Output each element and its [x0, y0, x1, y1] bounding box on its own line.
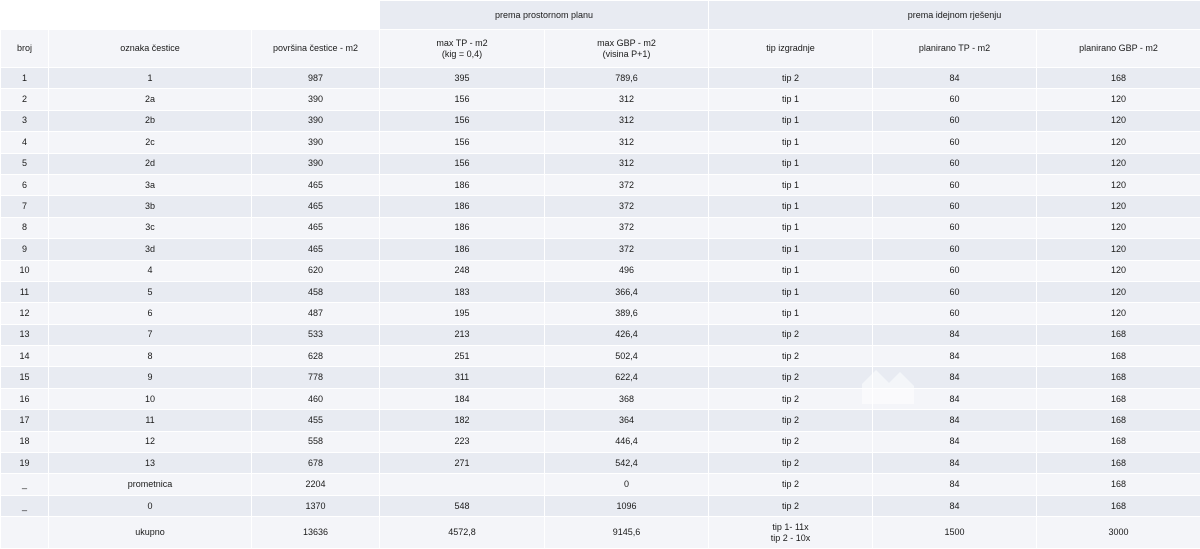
cell-tip: tip 2	[709, 410, 873, 431]
table-row	[1, 239, 1200, 260]
cell-max-tp: 223	[380, 431, 545, 452]
cell-oznaka: 1	[49, 68, 252, 89]
cell-tip: tip 2	[709, 431, 873, 452]
cell-plan-tp: 84	[873, 367, 1037, 388]
cell-max-gbp: 364	[545, 410, 709, 431]
header-broj: broj	[1, 30, 49, 68]
cell-oznaka: 3c	[49, 217, 252, 238]
cell-broj: 17	[1, 410, 49, 431]
cell-povrsina: 533	[252, 324, 380, 345]
cell-povrsina: 1370	[252, 495, 380, 516]
cell-max-gbp: 389,6	[545, 303, 709, 324]
cell-tip: tip 2	[709, 474, 873, 495]
cell-tip: tip 1	[709, 281, 873, 302]
cell-oznaka: 13	[49, 453, 252, 474]
cell-broj: 1	[1, 68, 49, 89]
cell-max-tp: 186	[380, 217, 545, 238]
cell-tip: tip 2	[709, 453, 873, 474]
cell-broj: 10	[1, 260, 49, 281]
cell-povrsina: 778	[252, 367, 380, 388]
cell-oznaka: 7	[49, 324, 252, 345]
table-row	[1, 260, 1200, 281]
table-row	[1, 346, 1200, 367]
table-row	[1, 196, 1200, 217]
total-row	[1, 517, 1200, 549]
table-row	[1, 281, 1200, 302]
cell-tip: tip 2	[709, 388, 873, 409]
cell-oznaka: 10	[49, 388, 252, 409]
cell-povrsina: 458	[252, 281, 380, 302]
cell-plan-gbp: 168	[1037, 367, 1200, 388]
table-row	[1, 388, 1200, 409]
cell-povrsina: 465	[252, 174, 380, 195]
cell-povrsina: 678	[252, 453, 380, 474]
cell-plan-tp: 60	[873, 132, 1037, 153]
cell-plan-gbp: 120	[1037, 303, 1200, 324]
cell-max-tp: 156	[380, 110, 545, 131]
cell-povrsina: 465	[252, 196, 380, 217]
cell-povrsina: 465	[252, 217, 380, 238]
cell-plan-gbp: 168	[1037, 453, 1200, 474]
cell-oznaka: 11	[49, 410, 252, 431]
cell-broj: 13	[1, 324, 49, 345]
cell-plan-tp: 60	[873, 196, 1037, 217]
cell-max-gbp: 366,4	[545, 281, 709, 302]
cell-tip: tip 1	[709, 153, 873, 174]
cell-oznaka: 2b	[49, 110, 252, 131]
cell-max-tp: 156	[380, 153, 545, 174]
table-row	[1, 453, 1200, 474]
cell-plan-gbp: 120	[1037, 132, 1200, 153]
total-cell-tip	[709, 517, 873, 549]
cell-broj: 14	[1, 346, 49, 367]
cell-tip: tip 1	[709, 132, 873, 153]
cell-oznaka: 3d	[49, 239, 252, 260]
cell-max-gbp: 502,4	[545, 346, 709, 367]
cell-tip: tip 2	[709, 367, 873, 388]
cell-plan-gbp: 120	[1037, 89, 1200, 110]
cell-plan-gbp: 168	[1037, 388, 1200, 409]
cell-tip: tip 1	[709, 89, 873, 110]
header-max-gbp	[545, 30, 709, 68]
cell-plan-tp: 60	[873, 260, 1037, 281]
cell-plan-gbp: 168	[1037, 68, 1200, 89]
cell-max-gbp: 1096	[545, 495, 709, 516]
cell-broj: 15	[1, 367, 49, 388]
cell-max-gbp: 0	[545, 474, 709, 495]
cell-plan-tp: 84	[873, 495, 1037, 516]
cell-max-gbp: 496	[545, 260, 709, 281]
cell-plan-gbp: 120	[1037, 110, 1200, 131]
cell-plan-gbp: 120	[1037, 281, 1200, 302]
cell-broj: 19	[1, 453, 49, 474]
cell-max-tp: 183	[380, 281, 545, 302]
cell-broj: 5	[1, 153, 49, 174]
cell-povrsina: 460	[252, 388, 380, 409]
cell-tip: tip 2	[709, 346, 873, 367]
cell-oznaka: 4	[49, 260, 252, 281]
cell-broj: 12	[1, 303, 49, 324]
cell-max-tp: 195	[380, 303, 545, 324]
cell-povrsina: 390	[252, 153, 380, 174]
header-tip: tip izgradnje	[709, 30, 873, 68]
cell-plan-gbp: 168	[1037, 324, 1200, 345]
cell-plan-gbp: 120	[1037, 153, 1200, 174]
cell-povrsina: 2204	[252, 474, 380, 495]
header-max-gbp-line1: max GBP - m2	[597, 37, 656, 48]
header-max-gbp-line2: (visina P+1)	[602, 48, 651, 59]
cell-plan-gbp: 168	[1037, 410, 1200, 431]
cell-oznaka: 12	[49, 431, 252, 452]
cell-oznaka: 9	[49, 367, 252, 388]
cell-plan-gbp: 120	[1037, 174, 1200, 195]
cell-max-tp: 251	[380, 346, 545, 367]
table-row	[1, 303, 1200, 324]
header-max-tp	[380, 30, 545, 68]
total-cell-plan-tp: 1500	[873, 517, 1037, 549]
cell-max-tp: 213	[380, 324, 545, 345]
total-cell-oznaka: ukupno	[49, 517, 252, 549]
cell-max-gbp: 789,6	[545, 68, 709, 89]
cell-plan-tp: 84	[873, 388, 1037, 409]
cell-max-gbp: 542,4	[545, 453, 709, 474]
total-cell-broj	[1, 517, 49, 549]
total-cell-max-gbp: 9145,6	[545, 517, 709, 549]
cell-broj: 8	[1, 217, 49, 238]
cell-max-gbp: 312	[545, 153, 709, 174]
cell-max-tp: 248	[380, 260, 545, 281]
table-row	[1, 474, 1200, 495]
cell-max-gbp: 372	[545, 217, 709, 238]
cell-plan-tp: 60	[873, 239, 1037, 260]
cell-max-tp: 311	[380, 367, 545, 388]
cell-plan-gbp: 168	[1037, 474, 1200, 495]
cell-povrsina: 390	[252, 132, 380, 153]
cell-max-gbp: 426,4	[545, 324, 709, 345]
cell-tip: tip 2	[709, 68, 873, 89]
cell-max-tp: 156	[380, 89, 545, 110]
cell-plan-gbp: 168	[1037, 431, 1200, 452]
cell-plan-tp: 60	[873, 110, 1037, 131]
column-header-row	[1, 30, 1200, 68]
cell-broj: 2	[1, 89, 49, 110]
cell-broj: 16	[1, 388, 49, 409]
cell-broj: _	[1, 474, 49, 495]
cell-tip: tip 1	[709, 217, 873, 238]
cell-oznaka: 2a	[49, 89, 252, 110]
cell-max-gbp: 312	[545, 110, 709, 131]
cell-plan-tp: 84	[873, 453, 1037, 474]
cell-plan-gbp: 168	[1037, 495, 1200, 516]
cell-oznaka: 3b	[49, 196, 252, 217]
cell-broj: 4	[1, 132, 49, 153]
group-header-idea: prema idejnom rješenju	[709, 1, 1200, 30]
cell-plan-tp: 60	[873, 89, 1037, 110]
header-plan-gbp: planirano GBP - m2	[1037, 30, 1200, 68]
cell-plan-gbp: 120	[1037, 260, 1200, 281]
cell-plan-tp: 60	[873, 281, 1037, 302]
cell-max-tp: 186	[380, 196, 545, 217]
cell-povrsina: 455	[252, 410, 380, 431]
cell-max-gbp: 372	[545, 196, 709, 217]
table-row	[1, 174, 1200, 195]
cell-tip: tip 2	[709, 324, 873, 345]
cell-broj: 11	[1, 281, 49, 302]
table-row	[1, 153, 1200, 174]
cell-broj: 18	[1, 431, 49, 452]
header-plan-tp: planirano TP - m2	[873, 30, 1037, 68]
total-tip-line2: tip 2 - 10x	[770, 532, 811, 543]
cell-povrsina: 465	[252, 239, 380, 260]
header-max-tp-line1: max TP - m2	[436, 37, 488, 48]
table-row	[1, 110, 1200, 131]
header-max-tp-line2: (kig = 0,4)	[441, 48, 483, 59]
table-row	[1, 495, 1200, 516]
cell-povrsina: 987	[252, 68, 380, 89]
cell-oznaka: 0	[49, 495, 252, 516]
cell-max-gbp: 622,4	[545, 367, 709, 388]
cell-tip: tip 1	[709, 110, 873, 131]
cell-max-tp: 182	[380, 410, 545, 431]
header-povrsina: površina čestice - m2	[252, 30, 380, 68]
cell-plan-tp: 84	[873, 410, 1037, 431]
cell-broj: 9	[1, 239, 49, 260]
cell-max-tp: 186	[380, 239, 545, 260]
cell-max-tp: 395	[380, 68, 545, 89]
table-row	[1, 89, 1200, 110]
cell-plan-tp: 84	[873, 324, 1037, 345]
cell-plan-tp: 60	[873, 153, 1037, 174]
group-header-row	[1, 1, 1200, 30]
cell-oznaka: 5	[49, 281, 252, 302]
cell-oznaka: 8	[49, 346, 252, 367]
table-row	[1, 217, 1200, 238]
cell-tip: tip 1	[709, 174, 873, 195]
cell-tip: tip 1	[709, 303, 873, 324]
cell-broj: _	[1, 495, 49, 516]
cell-plan-tp: 84	[873, 68, 1037, 89]
cell-oznaka: 6	[49, 303, 252, 324]
cell-max-tp: 186	[380, 174, 545, 195]
cell-tip: tip 2	[709, 495, 873, 516]
group-header-plan: prema prostornom planu	[380, 1, 709, 30]
table-row	[1, 132, 1200, 153]
total-cell-povrsina: 13636	[252, 517, 380, 549]
cell-povrsina: 628	[252, 346, 380, 367]
table-row	[1, 68, 1200, 89]
cell-max-gbp: 312	[545, 89, 709, 110]
total-tip-line1: tip 1- 11x	[772, 521, 809, 532]
cell-plan-tp: 60	[873, 174, 1037, 195]
cell-max-gbp: 372	[545, 239, 709, 260]
cell-max-gbp: 312	[545, 132, 709, 153]
cell-plan-gbp: 120	[1037, 239, 1200, 260]
cell-max-tp: 156	[380, 132, 545, 153]
cell-max-tp	[380, 474, 545, 495]
cell-plan-tp: 84	[873, 474, 1037, 495]
cell-max-gbp: 368	[545, 388, 709, 409]
cell-povrsina: 558	[252, 431, 380, 452]
header-oznaka: oznaka čestice	[49, 30, 252, 68]
cell-plan-tp: 84	[873, 346, 1037, 367]
table-row	[1, 431, 1200, 452]
total-cell-max-tp: 4572,8	[380, 517, 545, 549]
cell-oznaka: 3a	[49, 174, 252, 195]
cell-oznaka: prometnica	[49, 474, 252, 495]
cell-tip: tip 1	[709, 196, 873, 217]
cell-broj: 6	[1, 174, 49, 195]
total-cell-plan-gbp: 3000	[1037, 517, 1200, 549]
cell-plan-tp: 84	[873, 431, 1037, 452]
cell-plan-tp: 60	[873, 217, 1037, 238]
cell-broj: 3	[1, 110, 49, 131]
cell-povrsina: 620	[252, 260, 380, 281]
cell-max-tp: 271	[380, 453, 545, 474]
table-row	[1, 410, 1200, 431]
cell-oznaka: 2d	[49, 153, 252, 174]
cell-povrsina: 487	[252, 303, 380, 324]
cell-povrsina: 390	[252, 89, 380, 110]
cell-max-gbp: 372	[545, 174, 709, 195]
cell-tip: tip 1	[709, 260, 873, 281]
table-row	[1, 367, 1200, 388]
cell-max-gbp: 446,4	[545, 431, 709, 452]
cell-max-tp: 184	[380, 388, 545, 409]
cell-max-tp: 548	[380, 495, 545, 516]
cell-tip: tip 1	[709, 239, 873, 260]
cell-plan-gbp: 120	[1037, 217, 1200, 238]
table-row	[1, 324, 1200, 345]
cell-broj: 7	[1, 196, 49, 217]
cell-plan-gbp: 120	[1037, 196, 1200, 217]
cell-povrsina: 390	[252, 110, 380, 131]
cell-plan-tp: 60	[873, 303, 1037, 324]
cell-oznaka: 2c	[49, 132, 252, 153]
cell-plan-gbp: 168	[1037, 346, 1200, 367]
